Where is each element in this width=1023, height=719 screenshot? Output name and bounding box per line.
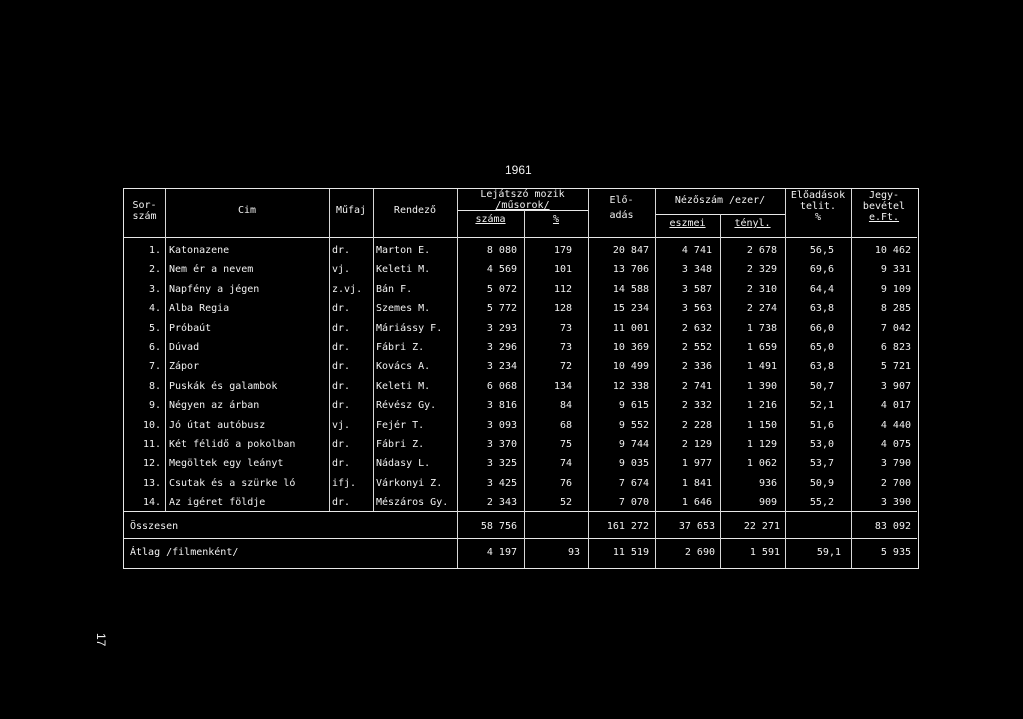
cell-title: Négyen az árban: [169, 400, 260, 412]
cell-director: Várkonyi Z.: [376, 477, 443, 489]
cell-occupancy: 52,1: [809, 400, 834, 412]
cell-viewers-ideal: 1 841: [681, 477, 712, 489]
cell-rank: 4.: [148, 303, 161, 315]
total-shows: 161 272: [606, 521, 649, 532]
cell-cinemas: 3 293: [486, 322, 517, 334]
year-heading: 1961: [505, 163, 532, 177]
cell-rank: 7.: [148, 361, 161, 373]
cell-rank: 12.: [142, 458, 161, 470]
cell-viewers-actual: 1 659: [746, 342, 777, 353]
table-row: [124, 299, 920, 319]
page-number: 17: [94, 633, 108, 647]
table-row: [124, 396, 920, 416]
cell-viewers-ideal: 2 632: [681, 322, 712, 334]
cell-viewers-ideal: 2 332: [681, 400, 712, 412]
cell-shows: 9 615: [618, 400, 649, 412]
cell-revenue: 5 721: [880, 361, 911, 373]
cell-revenue: 8 285: [880, 303, 911, 315]
cell-viewers-actual: 2 310: [746, 283, 777, 295]
header-viewers-actual: tényl.: [734, 218, 771, 229]
header-viewers: Nézőszám /ezer/: [674, 195, 766, 206]
cell-viewers-actual: 2 329: [746, 264, 777, 276]
cell-viewers-ideal: 3 587: [681, 283, 712, 295]
header-viewers-ideal: eszmei: [669, 218, 706, 229]
cell-title: Jó útat autóbusz: [169, 419, 266, 431]
cell-cinemas: 4 569: [486, 264, 517, 276]
cell-viewers-ideal: 1 646: [681, 497, 712, 509]
cell-director: Fejér T.: [376, 419, 425, 431]
cell-genre: dr.: [332, 245, 351, 256]
cell-revenue: 3 907: [880, 380, 911, 392]
cell-cinemas-pct: 68: [559, 419, 572, 431]
cell-revenue: 3 390: [880, 497, 911, 509]
table-row: [124, 338, 920, 358]
header-rank: Sor- szám: [132, 200, 157, 222]
header-title: Cim: [237, 205, 257, 216]
cell-cinemas: 3 325: [486, 458, 517, 470]
cell-viewers-actual: 909: [758, 497, 777, 509]
cell-cinemas-pct: 74: [559, 458, 572, 470]
cell-shows: 10 499: [612, 361, 649, 373]
table-row: [124, 260, 920, 280]
cell-title: Két félidő a pokolban: [169, 439, 296, 450]
cell-rank: 9.: [148, 400, 161, 412]
cell-title: Dúvad: [169, 342, 200, 353]
cell-revenue: 3 790: [880, 458, 911, 470]
cell-cinemas-pct: 75: [559, 439, 572, 450]
cell-viewers-ideal: 1 977: [681, 458, 712, 470]
cell-cinemas: 3 816: [486, 400, 517, 412]
cell-occupancy: 69,6: [809, 264, 834, 276]
cell-cinemas-pct: 179: [553, 245, 572, 256]
header-shows: Elő- adás: [609, 195, 634, 221]
cell-occupancy: 55,2: [809, 497, 834, 509]
cell-viewers-ideal: 2 552: [681, 342, 712, 353]
cell-cinemas-pct: 52: [559, 497, 572, 509]
cell-genre: dr.: [332, 322, 351, 334]
average-row: [124, 541, 920, 565]
header-cinemas-pct: %: [552, 214, 560, 225]
cell-revenue: 4 440: [880, 419, 911, 431]
cell-viewers-ideal: 4 741: [681, 245, 712, 256]
table-row: [124, 319, 920, 339]
cell-viewers-actual: 2 274: [746, 303, 777, 315]
cell-viewers-actual: 2 678: [746, 245, 777, 256]
header-cinemas-count: száma: [475, 214, 506, 225]
table-row: [124, 416, 920, 436]
cell-rank: 1.: [148, 245, 161, 256]
film-statistics-table: [123, 188, 919, 569]
cell-director: Bán F.: [376, 283, 413, 295]
cell-genre: dr.: [332, 361, 351, 373]
cell-genre: dr.: [332, 458, 351, 470]
cell-shows: 20 847: [612, 245, 649, 256]
cell-title: Csutak és a szürke ló: [169, 477, 296, 489]
cell-title: Nem ér a nevem: [169, 264, 254, 276]
cell-viewers-actual: 1 216: [746, 400, 777, 412]
cell-cinemas: 3 093: [486, 419, 517, 431]
cell-title: Napfény a jégen: [169, 283, 260, 295]
cell-shows: 13 706: [612, 264, 649, 276]
cell-occupancy: 63,8: [809, 303, 834, 315]
cell-shows: 15 234: [612, 303, 649, 315]
cell-genre: vj.: [332, 419, 351, 431]
average-cinemas: 4 197: [486, 547, 517, 558]
cell-occupancy: 50,7: [809, 380, 834, 392]
cell-revenue: 4 075: [880, 439, 911, 450]
cell-genre: dr.: [332, 439, 351, 450]
cell-genre: vj.: [332, 264, 351, 276]
cell-viewers-ideal: 3 348: [681, 264, 712, 276]
cell-occupancy: 53,7: [809, 458, 834, 470]
table-row: [124, 377, 920, 397]
cell-rank: 10.: [142, 419, 161, 431]
cell-viewers-actual: 1 150: [746, 419, 777, 431]
cell-occupancy: 53,0: [809, 439, 834, 450]
cell-shows: 9 744: [618, 439, 649, 450]
cell-title: Alba Regia: [169, 303, 230, 315]
cell-viewers-actual: 1 062: [746, 458, 777, 470]
cell-rank: 11.: [142, 439, 161, 450]
header-revenue: Jegy- bevétel e.Ft.: [862, 190, 906, 223]
cell-cinemas: 3 234: [486, 361, 517, 373]
cell-cinemas: 8 080: [486, 245, 517, 256]
total-revenue: 83 092: [874, 521, 911, 532]
average-ideal: 2 690: [684, 547, 715, 558]
cell-director: Révész Gy.: [376, 400, 437, 412]
cell-director: Keleti M.: [376, 264, 431, 276]
total-label: Összesen: [130, 521, 179, 532]
cell-cinemas: 5 772: [486, 303, 517, 315]
header-director: Rendező: [393, 205, 437, 216]
cell-genre: dr.: [332, 380, 351, 392]
cell-viewers-actual: 1 738: [746, 322, 777, 334]
cell-director: Fábri Z.: [376, 342, 425, 353]
cell-shows: 7 070: [618, 497, 649, 509]
cell-shows: 11 001: [612, 322, 649, 334]
cell-shows: 9 552: [618, 419, 649, 431]
cell-revenue: 10 462: [874, 245, 911, 256]
cell-rank: 3.: [148, 283, 161, 295]
cell-cinemas-pct: 73: [559, 342, 572, 353]
cell-cinemas: 5 072: [486, 283, 517, 295]
cell-cinemas-pct: 73: [559, 322, 572, 334]
cell-viewers-ideal: 2 228: [681, 419, 712, 431]
cell-revenue: 4 017: [880, 400, 911, 412]
average-label: Átlag /filmenként/: [130, 547, 239, 558]
cell-cinemas: 3 370: [486, 439, 517, 450]
cell-shows: 7 674: [618, 477, 649, 489]
cell-revenue: 7 042: [880, 322, 911, 334]
cell-genre: ifj.: [332, 477, 357, 489]
table-row: [124, 357, 920, 377]
cell-director: Mészáros Gy.: [376, 497, 449, 509]
cell-cinemas: 6 068: [486, 380, 517, 392]
header-occupancy: Előadások telit. %: [790, 190, 846, 223]
average-actual: 1 591: [749, 547, 780, 558]
cell-shows: 9 035: [618, 458, 649, 470]
cell-shows: 14 588: [612, 283, 649, 295]
table-row: [124, 493, 920, 513]
cell-viewers-ideal: 3 563: [681, 303, 712, 315]
cell-revenue: 6 823: [880, 342, 911, 353]
cell-title: Zápor: [169, 361, 200, 373]
cell-rank: 6.: [148, 342, 161, 353]
cell-director: Marton E.: [376, 245, 431, 256]
cell-occupancy: 64,4: [809, 283, 834, 295]
cell-director: Máriássy F.: [376, 322, 443, 334]
cell-viewers-actual: 1 390: [746, 380, 777, 392]
cell-viewers-actual: 1 129: [746, 439, 777, 450]
cell-viewers-actual: 1 491: [746, 361, 777, 373]
cell-occupancy: 50,9: [809, 477, 834, 489]
cell-shows: 10 369: [612, 342, 649, 353]
cell-genre: z.vj.: [332, 283, 363, 295]
table-row: [124, 435, 920, 455]
cell-occupancy: 51,6: [809, 419, 834, 431]
cell-cinemas: 2 343: [486, 497, 517, 509]
total-row: [124, 515, 920, 539]
cell-title: Katonazene: [169, 245, 230, 256]
cell-cinemas: 3 425: [486, 477, 517, 489]
cell-viewers-ideal: 2 741: [681, 380, 712, 392]
cell-title: Puskák és galambok: [169, 380, 278, 392]
cell-genre: dr.: [332, 303, 351, 315]
cell-director: Kovács A.: [376, 361, 431, 373]
average-revenue: 5 935: [880, 547, 911, 558]
table-row: [124, 241, 920, 261]
cell-revenue: 9 109: [880, 283, 911, 295]
cell-viewers-ideal: 2 129: [681, 439, 712, 450]
cell-viewers-ideal: 2 336: [681, 361, 712, 373]
table-row: [124, 280, 920, 300]
cell-rank: 13.: [142, 477, 161, 489]
cell-director: Nádasy L.: [376, 458, 431, 470]
cell-revenue: 2 700: [880, 477, 911, 489]
cell-shows: 12 338: [612, 380, 649, 392]
cell-cinemas-pct: 76: [559, 477, 572, 489]
cell-title: Próbaút: [169, 322, 212, 334]
cell-cinemas-pct: 84: [559, 400, 572, 412]
cell-rank: 8.: [148, 380, 161, 392]
cell-occupancy: 65,0: [809, 342, 834, 353]
cell-rank: 14.: [142, 497, 161, 509]
cell-cinemas: 3 296: [486, 342, 517, 353]
cell-title: Megöltek egy leányt: [169, 458, 284, 470]
cell-director: Fábri Z.: [376, 439, 425, 450]
cell-viewers-actual: 936: [758, 477, 777, 489]
cell-rank: 2.: [148, 264, 161, 276]
cell-rank: 5.: [148, 322, 161, 334]
cell-genre: dr.: [332, 400, 351, 412]
cell-cinemas-pct: 134: [553, 380, 572, 392]
cell-occupancy: 56,5: [809, 245, 834, 256]
cell-cinemas-pct: 112: [553, 283, 572, 295]
total-actual: 22 271: [743, 521, 780, 532]
average-occupancy: 59,1: [816, 547, 841, 558]
cell-cinemas-pct: 128: [553, 303, 572, 315]
cell-cinemas-pct: 101: [553, 264, 572, 276]
cell-occupancy: 63,8: [809, 361, 834, 373]
cell-director: Szemes M.: [376, 303, 431, 315]
cell-occupancy: 66,0: [809, 322, 834, 334]
cell-genre: dr.: [332, 342, 351, 353]
cell-director: Keleti M.: [376, 380, 431, 392]
cell-genre: dr.: [332, 497, 351, 509]
header-bottom-rule: [124, 237, 917, 238]
table-row: [124, 454, 920, 474]
header-cinemas: Lejátszó mozik /műsorok/: [480, 189, 565, 211]
cell-cinemas-pct: 72: [559, 361, 572, 373]
table-row: [124, 474, 920, 494]
total-ideal: 37 653: [678, 521, 715, 532]
average-pct: 93: [567, 547, 580, 558]
cell-title: Az igéret földje: [169, 497, 266, 509]
average-shows: 11 519: [612, 547, 649, 558]
total-cinemas: 58 756: [480, 521, 517, 532]
header-genre: Műfaj: [335, 205, 367, 216]
cell-revenue: 9 331: [880, 264, 911, 276]
